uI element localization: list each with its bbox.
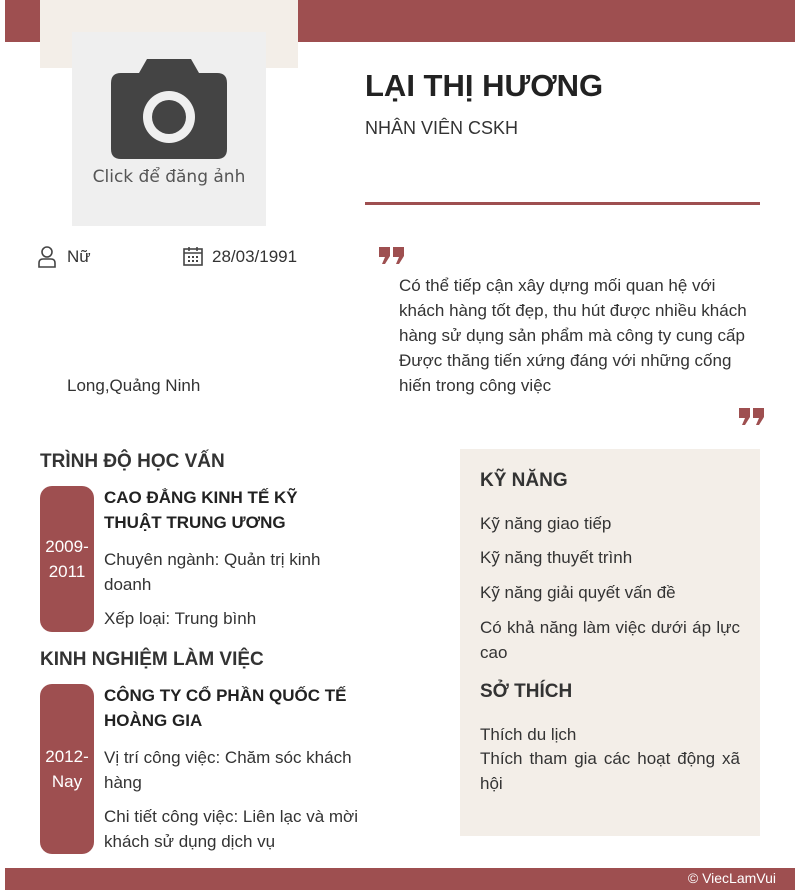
experience-company: CÔNG TY CỔ PHẦN QUỐC TẾ HOÀNG GIA <box>104 686 347 730</box>
experience-date-badge <box>40 684 94 854</box>
user-icon <box>37 246 57 268</box>
education-grade: Xếp loại: Trung bình <box>104 609 257 628</box>
copyright-text: © ViecLamVui <box>687 870 776 886</box>
candidate-name: LẠI THỊ HƯƠNG <box>365 68 604 103</box>
quote-close-icon <box>739 408 765 426</box>
birthdate-value: 28/03/1991 <box>212 247 298 266</box>
calendar-icon <box>183 246 203 266</box>
experience-date: 2012-Nay <box>45 747 89 791</box>
photo-upload-label[interactable]: Click để đăng ảnh <box>92 167 246 187</box>
experience-details: Chi tiết công việc: Liên lạc và mời khách sử dụng dịch vụ <box>104 807 358 851</box>
education-date: 2009-2011 <box>45 537 89 581</box>
hobbies-heading: SỞ THÍCH <box>480 681 573 702</box>
address-value: Long,Quảng Ninh <box>67 376 201 395</box>
education-date-badge <box>40 486 94 632</box>
experience-heading: KINH NGHIỆM LÀM VIỆC <box>40 649 264 670</box>
education-school: CAO ĐẲNG KINH TẾ KỸ THUẬT TRUNG ƯƠNG <box>104 488 298 532</box>
camera-icon <box>111 59 227 159</box>
hobby-item: Thích tham gia các hoạt động xã hội <box>480 749 740 793</box>
education-heading: TRÌNH ĐỘ HỌC VẤN <box>40 451 225 472</box>
skill-item: Kỹ năng thuyết trình <box>480 548 633 567</box>
skill-item: Kỹ năng giải quyết vấn đề <box>480 583 676 602</box>
hobby-item: Thích du lịch <box>480 725 577 744</box>
name-divider <box>365 202 760 205</box>
skills-hobbies-panel <box>460 449 760 836</box>
education-major: Chuyên ngành: Quản trị kinh doanh <box>104 550 321 594</box>
bottom-accent-bar <box>5 868 795 890</box>
skill-item: Kỹ năng giao tiếp <box>480 514 612 533</box>
gender-value: Nữ <box>67 247 91 266</box>
career-objective: Có thể tiếp cận xây dựng mối quan hệ với khách hàng tốt đẹp, thu hút được nhiều khách hàng sử dụng sản phẩm mà công ty cung cấp Được thăng tiến xứng đáng với những cống hiến trong công việc <box>399 276 747 395</box>
experience-position: Vị trí công việc: Chăm sóc khách hàng <box>104 748 352 792</box>
skill-item: Có khả năng làm việc dưới áp lực cao <box>480 618 740 662</box>
photo-upload-box[interactable] <box>72 32 266 226</box>
skills-heading: KỸ NĂNG <box>480 470 568 491</box>
job-title: NHÂN VIÊN CSKH <box>365 118 519 138</box>
quote-open-icon <box>379 247 405 265</box>
